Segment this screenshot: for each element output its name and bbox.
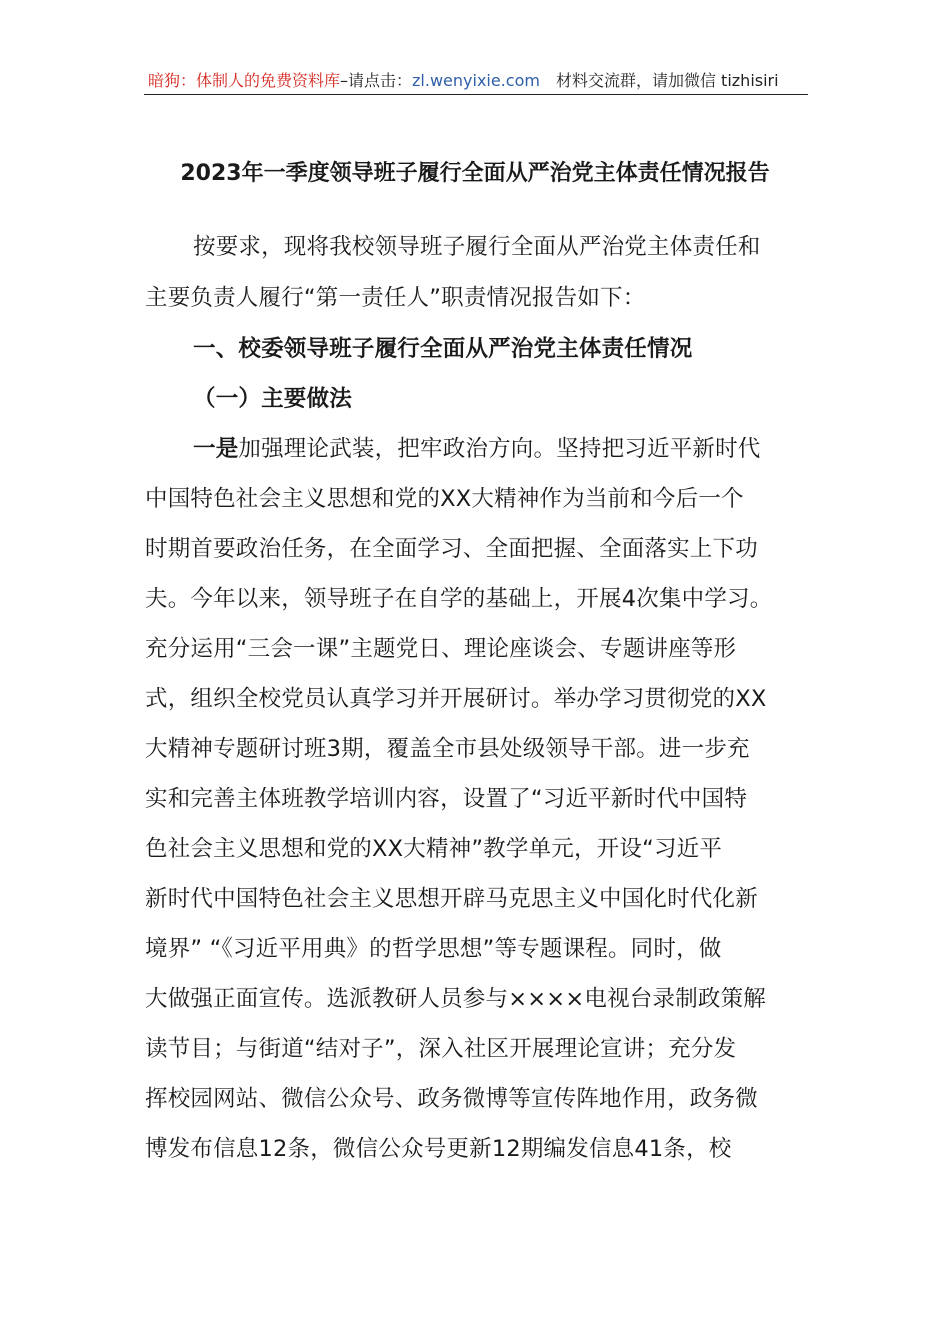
paragraph-line: 境界” “《习近平用典》的哲学思想”等专题课程。同时，做 [145,936,722,962]
paragraph-line: 挥校园网站、微信公众号、政务微博等宣传阵地作用，政务微 [145,1086,758,1112]
paragraph-line: 式，组织全校党员认真学习并开展研讨。举办学习贯彻党的XX [145,686,767,712]
paragraph-lead-label: 一是 [193,436,239,462]
paragraph-line: 大精神专题研讨班3期，覆盖全市县处级领导干部。进一步充 [145,736,750,762]
paragraph-line: 充分运用“三会一课”主题党日、理论座谈会、专题讲座等形 [145,636,737,662]
paragraph-lead-text: 加强理论武装，把牢政治方向。坚持把习近平新时代 [238,436,761,462]
header-wechat-note: 材料交流群，请加微信 tizhisiri [555,71,779,90]
paragraph-line: 中国特色社会主义思想和党的XX大精神作为当前和今后一个 [145,486,744,512]
header-click-prompt: –请点击： [340,71,413,90]
paragraph-first-line [193,431,761,467]
header-site-name: 暗狗：体制人的免费资料库 [148,71,341,90]
section-heading: 一、校委领导班子履行全面从严治党主体责任情况 [193,336,693,362]
header-link[interactable]: zl.wenyixie.com [412,71,540,90]
paragraph-line: 大做强正面宣传。选派教研人员参与××××电视台录制政策解 [145,986,767,1012]
paragraph-line: 博发布信息12条，微信公众号更新12期编发信息41条，校 [145,1136,732,1162]
paragraph-line: 实和完善主体班教学培训内容，设置了“习近平新时代中国特 [145,786,748,812]
paragraph-line: 夫。今年以来，领导班子在自学的基础上，开展4次集中学习。 [145,586,773,612]
intro-line: 按要求，现将我校领导班子履行全面从严治党主体责任和 [193,234,761,260]
header-divider [144,94,808,95]
intro-line: 主要负责人履行“第一责任人”职责情况报告如下： [145,285,646,311]
page-header [148,68,808,94]
subsection-heading: （一）主要做法 [193,386,352,412]
document-title: 2023年一季度领导班子履行全面从严治党主体责任情况报告 [180,161,770,186]
paragraph-line: 读节目；与街道“结对子”，深入社区开展理论宣讲；充分发 [145,1036,737,1062]
paragraph-line: 新时代中国特色社会主义思想开辟马克思主义中国化时代化新 [145,886,758,912]
paragraph-line: 时期首要政治任务，在全面学习、全面把握、全面落实上下功 [145,536,758,562]
paragraph-line: 色社会主义思想和党的XX大精神”教学单元，开设“习近平 [145,836,723,862]
